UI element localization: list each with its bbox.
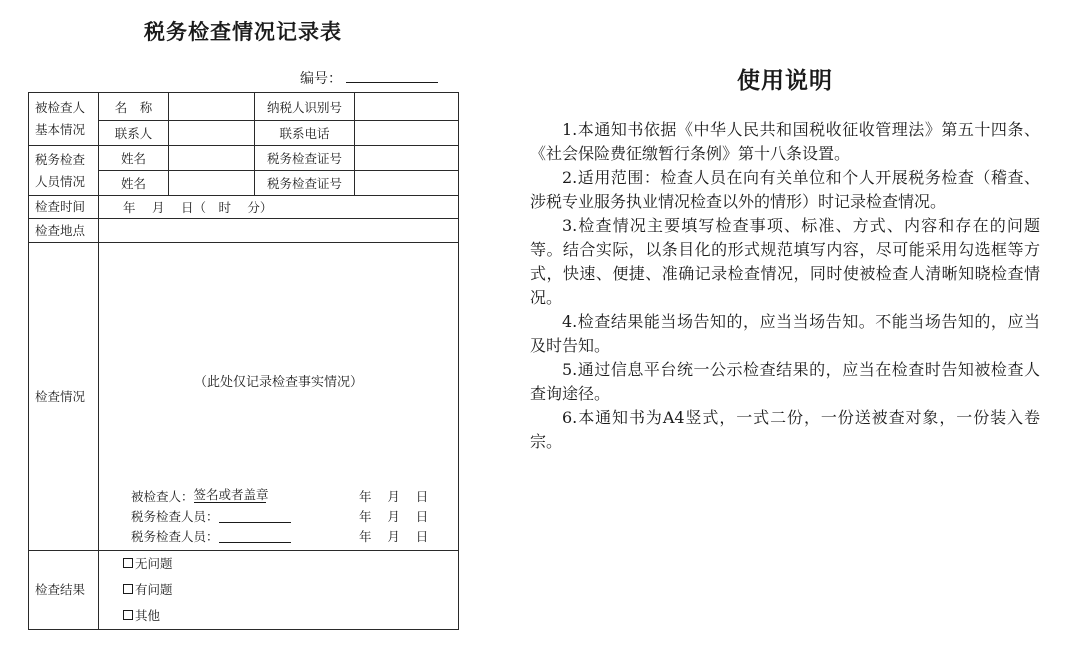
name-label: 名 称 — [99, 93, 169, 121]
inspector-name-label-2: 姓名 — [99, 171, 169, 196]
result-option-has-issue[interactable] — [123, 577, 454, 603]
inspector-cert-value-2 — [355, 171, 459, 196]
instruction-paragraph: 6.本通知书为A4竖式，一式二份，一份送被查对象，一份装入卷宗。 — [530, 408, 1040, 451]
inspected-party-section-label: 被检查人基本情况 — [29, 93, 99, 146]
signature-block — [131, 487, 429, 547]
result-option-no-issue[interactable] — [123, 551, 454, 577]
signature-date: 年 月 日 — [359, 509, 429, 524]
name-value — [169, 93, 255, 121]
inspection-situation-content — [99, 243, 459, 551]
signature-date: 年 月 日 — [359, 489, 429, 504]
instruction-paragraph: 4.检查结果能当场告知的，应当当场告知。不能当场告知的，应当及时告知。 — [530, 312, 1040, 355]
situation-note: （此处仅记录检查事实情况） — [193, 375, 363, 390]
result-option-label: 其他 — [135, 608, 161, 623]
signature-label: 被检查人： — [131, 489, 194, 504]
inspection-time-label: 检查时间 — [29, 196, 99, 219]
inspection-time-value: 年 月 日（ 时 分） — [99, 196, 459, 219]
inspector-cert-label-2: 税务检查证号 — [255, 171, 355, 196]
instruction-paragraph: 2.适用范围：检查人员在向有关单位和个人开展税务检查（稽查、涉税专业服务执业情况检查以外的情形）时记录检查情况。 — [530, 168, 1040, 211]
inspector-cert-value-1 — [355, 146, 459, 171]
inspector-name-value-2 — [169, 171, 255, 196]
checkbox-icon[interactable] — [123, 610, 133, 620]
inspection-situation-label: 检查情况 — [29, 243, 99, 551]
instruction-paragraph: 3.检查情况主要填写检查事项、标准、方式、内容和存在的问题等。结合实际，以条目化的形式规范填写内容，尽可能采用勾选框等方式，快速、便捷、准确记录检查情况，同时使被检查人清晰知晓检查情况。 — [530, 216, 1040, 307]
result-option-label: 无问题 — [135, 556, 173, 571]
signature-label: 税务检查人员： — [131, 529, 219, 544]
inspector-name-value-1 — [169, 146, 255, 171]
phone-value — [355, 121, 459, 146]
inspection-location-value — [99, 219, 459, 243]
inspection-result-options — [99, 551, 459, 630]
result-option-other[interactable] — [123, 603, 454, 629]
contact-label: 联系人 — [99, 121, 169, 146]
signature-line — [219, 507, 291, 523]
result-option-label: 有问题 — [135, 582, 173, 597]
taxpayer-id-label: 纳税人识别号 — [255, 93, 355, 121]
instruction-paragraph: 5.通过信息平台统一公示检查结果的，应当在检查时告知被检查人查询途径。 — [530, 360, 1040, 403]
form-number-line — [346, 68, 438, 83]
inspection-result-label: 检查结果 — [29, 551, 99, 630]
signature-row — [131, 487, 429, 507]
inspector-cert-label-1: 税务检查证号 — [255, 146, 355, 171]
checkbox-icon[interactable] — [123, 558, 133, 568]
instructions-title: 使用说明 — [737, 67, 833, 94]
signature-label: 税务检查人员： — [131, 509, 219, 524]
signature-line: 签名或者盖章 — [193, 487, 269, 502]
contact-value — [169, 121, 255, 146]
signature-row — [131, 507, 429, 527]
instructions-body — [530, 118, 1040, 454]
taxpayer-id-value — [355, 93, 459, 121]
form-number-label: 编号： — [300, 71, 342, 87]
signature-date: 年 月 日 — [359, 529, 429, 544]
form-title: 税务检查情况记录表 — [144, 19, 342, 44]
checkbox-icon[interactable] — [123, 584, 133, 594]
inspection-record-table — [28, 92, 459, 630]
instruction-paragraph: 1.本通知书依据《中华人民共和国税收征收管理法》第五十四条、《社会保险费征缴暂行条例》第十八条设置。 — [530, 120, 1040, 163]
signature-line — [219, 527, 291, 543]
form-number — [300, 68, 438, 88]
inspection-location-label: 检查地点 — [29, 219, 99, 243]
signature-row — [131, 527, 429, 547]
inspectors-section-label: 税务检查人员情况 — [29, 146, 99, 196]
phone-label: 联系电话 — [255, 121, 355, 146]
inspector-name-label-1: 姓名 — [99, 146, 169, 171]
